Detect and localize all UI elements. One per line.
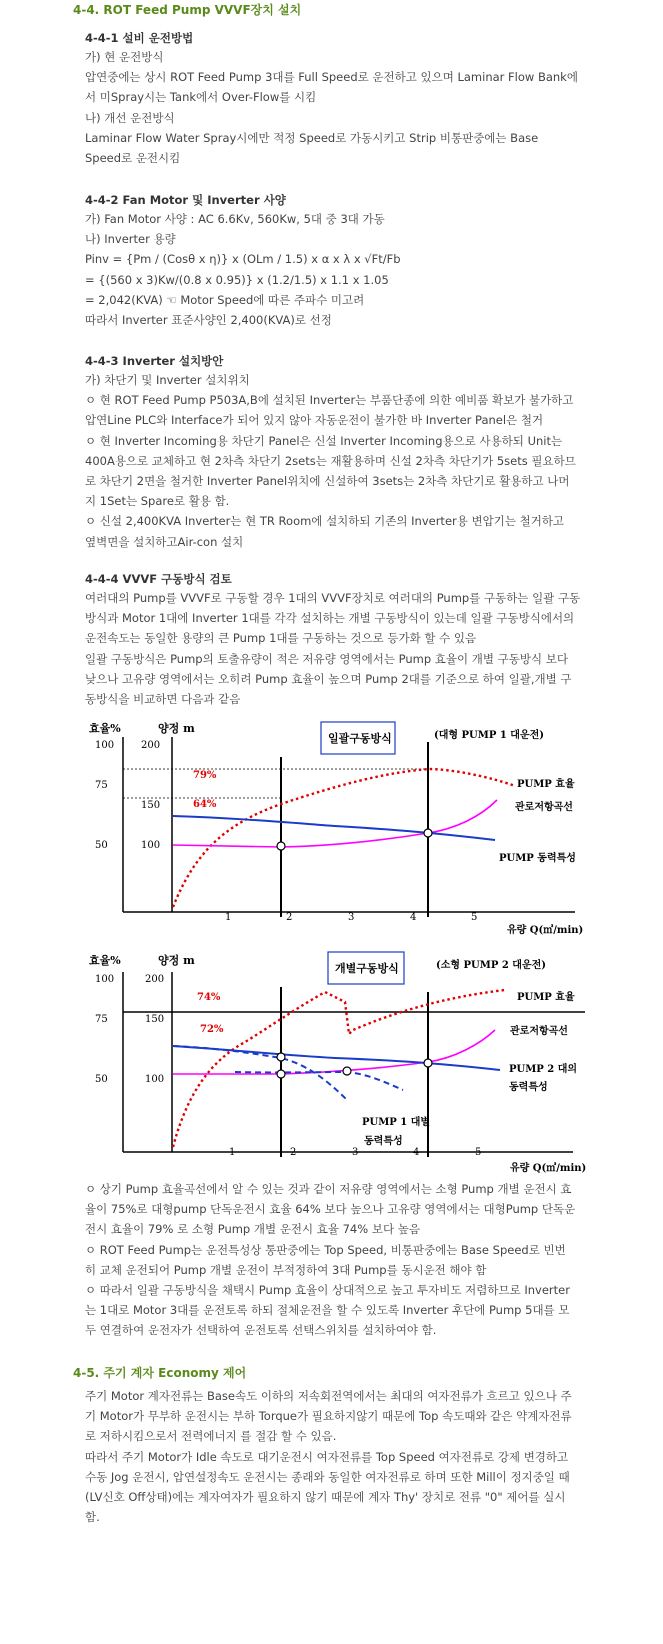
bottom-eff-tick: 50 <box>95 1074 108 1085</box>
text-line: ㅇ 신설 2,400KVA Inverter는 현 TR Room에 설치하되 기존의 Inverter용 변압기는 철거하고 <box>85 514 565 529</box>
bottom-method-label: 개별구동방식 <box>335 962 399 975</box>
bottom-operating-point <box>277 1070 285 1078</box>
bottom-x-tick: 4 <box>413 1147 420 1158</box>
top-label-efficiency: PUMP 효율 <box>517 779 575 790</box>
section-4-4-2-body <box>85 209 605 330</box>
top-subtitle: (대형 PUMP 1 대운전) <box>434 730 544 741</box>
text-line: 가) 차단기 및 Inverter 설치위치 <box>85 373 250 387</box>
bottom-head-axis-label: 양정 m <box>158 954 195 967</box>
bottom-label-power-2-line2: 동력특성 <box>509 1082 548 1093</box>
top-label-power: PUMP 동력특성 <box>499 853 576 864</box>
text-line: 동방식을 비교하면 다음과 같음 <box>85 692 241 707</box>
bottom-operating-point <box>277 1053 285 1061</box>
top-label-resistance: 관로저항곡선 <box>515 802 573 813</box>
bottom-operating-point <box>343 1067 351 1075</box>
section-4-4-3-body <box>85 370 605 552</box>
text-line: 나) 개선 운전방식 <box>85 110 175 125</box>
text-line: ㅇ 상기 Pump 효율곡선에서 알 수 있는 것과 같이 저유량 영역에서는 소형 Pump 개별 운전시 효 <box>85 1182 572 1196</box>
top-power-curve <box>173 816 495 840</box>
text-line: ㅇ ROT Feed Pump는 운전특성상 통판중에는 Top Speed, 비통판중에는 Base Speed로 빈번 <box>85 1242 566 1257</box>
text-line: 옆벽면을 설치하고Air-con 설치 <box>85 534 244 549</box>
top-head-tick: 200 <box>141 740 161 751</box>
bottom-label-power-1-line1: PUMP 1 대별 <box>362 1117 431 1128</box>
bottom-head-tick: 100 <box>145 1074 165 1085</box>
text-line: 운전속도는 동일한 용량의 큰 Pump 1대를 구동하는 것으로 등가화 할 수 있음 <box>85 631 477 646</box>
top-x-tick: 5 <box>471 912 478 923</box>
bottom-x-tick: 1 <box>229 1147 236 1158</box>
text-line: 가) 현 운전방식 <box>85 50 164 64</box>
section-4-4-title: 4-4. ROT Feed Pump VVVF장치 설치 <box>73 3 302 17</box>
top-resistance-curve <box>173 800 497 847</box>
top-method-label: 일괄구동방식 <box>328 732 392 745</box>
text-line: 로 차단기 2면을 철거한 Inverter Panel위치에 신설하여 3sets는 2차측 차단기로 활용하고 나머 <box>85 474 570 489</box>
pump-efficiency-figure <box>85 712 605 1180</box>
bottom-label-power-1-line2: 동력특성 <box>364 1136 403 1147</box>
text-line: Pinv = {Pm / (Cosθ x η)} x (OLm / 1.5) x α x λ x √Ft/Fb <box>85 252 401 267</box>
bottom-resistance-curve <box>173 1030 495 1074</box>
bottom-label-efficiency: PUMP 효율 <box>517 992 575 1003</box>
top-eff-tick: 100 <box>95 740 115 751</box>
top-eff-axis-label: 효율% <box>89 722 121 735</box>
bottom-eff-axis-label: 효율% <box>89 954 121 967</box>
text-line: 압연Line PLC와 Interface가 되어 있지 않아 자동운전이 불가한 바 Inverter Panel은 철거 <box>85 413 544 428</box>
bottom-x-axis-label: 유량 Q(㎥/min) <box>510 1163 587 1174</box>
section-4-4-2-title: 4-4-2 Fan Motor 및 Inverter 사양 <box>85 193 286 207</box>
top-pct-low: 64% <box>193 799 217 810</box>
text-line: 나) Inverter 용량 <box>85 232 176 247</box>
text-line: ㅇ 현 ROT Feed Pump P503A,B에 설치된 Inverter는 부품단종에 의한 예비품 확보가 불가하고 <box>85 393 574 408</box>
text-line: 기 Motor가 무부하 운전시는 부하 Torque가 필요하지않기 때문에 Top 속도때와 같은 약계자전류 <box>85 1409 572 1424</box>
text-line: 두 연결하여 운전자가 선택하여 운전토록 선택스위치를 설치하여야 함. <box>85 1323 437 1338</box>
bottom-subtitle: (소형 PUMP 2 대운전) <box>436 960 546 971</box>
text-line: 가) Fan Motor 사양 : AC 6.6Kv, 560Kw, 5대 중 3대 가동 <box>85 212 385 226</box>
bottom-power-curve-2 <box>173 1046 500 1070</box>
text-line: 여러대의 Pump를 VVVF로 구동할 경우 1대의 VVVF장치로 여러대의 Pump를 구동하는 일괄 구동 <box>85 591 581 605</box>
section-4-4-1-title: 4-4-1 설비 운전방법 <box>85 31 194 45</box>
text-line: 는 1대로 Motor 3대를 운전토록 하되 절체운전을 할 수 있도록 Inverter 후단에 Pump 5대를 모 <box>85 1303 570 1318</box>
top-x-tick: 2 <box>286 912 293 923</box>
bottom-x-tick: 3 <box>352 1147 359 1158</box>
top-x-tick: 1 <box>225 912 232 923</box>
bottom-eff-tick: 75 <box>95 1014 108 1025</box>
text-line: Laminar Flow Water Spray시에만 적정 Speed로 가동시키고 Strip 비통판중에는 Base <box>85 130 539 145</box>
section-4-4-3-title: 4-4-3 Inverter 설치방안 <box>85 354 224 368</box>
bottom-diagram <box>88 952 586 1174</box>
section-4-5-body <box>85 1386 605 1527</box>
text-line: 방식과 Motor 1대에 Inverter 1대를 각각 설치하는 개별 구동방식이 있는데 일괄 구동방식에서의 <box>85 611 575 626</box>
text-line: Speed로 운전시킴 <box>85 151 181 166</box>
text-line: 전시 효율이 79% 로 소형 Pump 개별 운전시 효율 74% 보다 높음 <box>85 1222 420 1237</box>
bottom-head-tick: 150 <box>145 1014 165 1025</box>
bottom-pct-high: 74% <box>197 992 221 1003</box>
top-eff-tick: 75 <box>95 780 108 791</box>
top-eff-tick: 50 <box>95 840 108 851</box>
text-line: 주기 Motor 계자전류는 Base속도 이하의 저속회전역에서는 최대의 여자전류가 흐르고 있으나 주 <box>85 1389 572 1403</box>
text-line: 따라서 Inverter 표준사양인 2,400(KVA)로 선정 <box>85 313 332 328</box>
section-4-4-1-body <box>85 47 605 168</box>
top-head-tick: 150 <box>141 800 161 811</box>
figure-discussion <box>85 1179 605 1341</box>
section-4-4-4-title: 4-4-4 VVVF 구동방식 검토 <box>85 572 232 586</box>
text-line: (LV신호 Off상태)에는 계자여자가 필요하지 않기 때문에 계자 Thy' 장치로 전류 "0" 제어를 실시 <box>85 1490 566 1505</box>
text-line: 서 미Spray시는 Tank에서 Over-Flow를 시킴 <box>85 90 317 105</box>
text-line: = 2,042(KVA) ☜ Motor Speed에 따른 주파수 미고려 <box>85 292 365 307</box>
bottom-operating-point <box>424 1059 432 1067</box>
top-head-tick: 100 <box>141 840 161 851</box>
top-head-axis-label: 양정 m <box>158 722 195 735</box>
bottom-pct-low: 72% <box>200 1024 224 1035</box>
text-line: 따라서 주기 Motor가 Idle 속도로 대기운전시 여자전류를 Top Speed 여자전류로 강제 변경하고 <box>85 1449 569 1464</box>
text-line: 율이 75%로 대형pump 단독운전시 효율 64% 보다 높으나 고유량 영역에서는 대형Pump 단독운 <box>85 1202 576 1217</box>
text-line: 지 1Set는 Spare로 활용 함. <box>85 494 230 509</box>
top-diagram <box>88 721 583 936</box>
top-x-tick: 4 <box>410 912 417 923</box>
text-line: 로 저하시킴으로서 전력에너지 를 절감 할 수 있음. <box>85 1429 337 1444</box>
top-pct-high: 79% <box>193 770 217 781</box>
top-operating-point <box>277 842 285 850</box>
bottom-x-tick: 2 <box>290 1147 297 1158</box>
text-line: 압연중에는 상시 ROT Feed Pump 3대를 Full Speed로 운전하고 있으며 Laminar Flow Bank에 <box>85 70 578 85</box>
section-4-5-title: 4-5. 주기 계자 Economy 제어 <box>73 1366 247 1380</box>
text-line: 일괄 구동방식은 Pump의 토출유량이 적은 저유량 영역에서는 Pump 효율이 개별 구동방식 보다 <box>85 651 568 666</box>
bottom-eff-tick: 100 <box>95 974 115 985</box>
top-efficiency-curve <box>173 769 515 907</box>
top-x-tick: 3 <box>348 912 355 923</box>
section-4-4-4-body <box>85 588 605 709</box>
text-line: 낮으나 고유량 영역에서는 오히려 Pump 효율이 높으며 Pump 2대를 기준으로 하여 일괄,개별 구 <box>85 671 572 686</box>
text-line: = {(560 x 3)Kw/(0.8 x 0.95)} x (1.2/1.5) x 1.1 x 1.05 <box>85 272 389 287</box>
text-line: 히 교체 운전되어 Pump 개별 운전이 부적정하여 3대 Pump를 동시운전 해야 함 <box>85 1262 487 1277</box>
bottom-head-tick: 200 <box>145 974 165 985</box>
bottom-efficiency-curve <box>173 990 505 1147</box>
text-line: ㅇ 따라서 일괄 구동방식을 채택시 Pump 효율이 상대적으로 높고 투자비도 저렴하므로 Inverter <box>85 1283 570 1298</box>
text-line: 함. <box>85 1510 100 1525</box>
text-line: 400A용으로 교체하고 현 2차측 차단기 2sets는 재활용하며 신설 2차측 차단기가 5sets 필요하므 <box>85 453 576 468</box>
top-operating-point <box>424 829 432 837</box>
bottom-label-power-2-line1: PUMP 2 대의 <box>509 1064 578 1075</box>
top-x-axis-label: 유량 Q(㎥/min) <box>507 925 584 936</box>
bottom-x-tick: 5 <box>475 1147 482 1158</box>
bottom-label-resistance: 관로저항곡선 <box>510 1026 568 1037</box>
text-line: ㅇ 현 Inverter Incoming용 차단기 Panel은 신설 Inverter Incoming용으로 사용하되 Unit는 <box>85 433 563 448</box>
text-line: 수동 Jog 운전시, 압연설정속도 운전시는 종래와 동일한 여자전류로 하며 또한 Mill이 정지중일 때 <box>85 1469 570 1484</box>
